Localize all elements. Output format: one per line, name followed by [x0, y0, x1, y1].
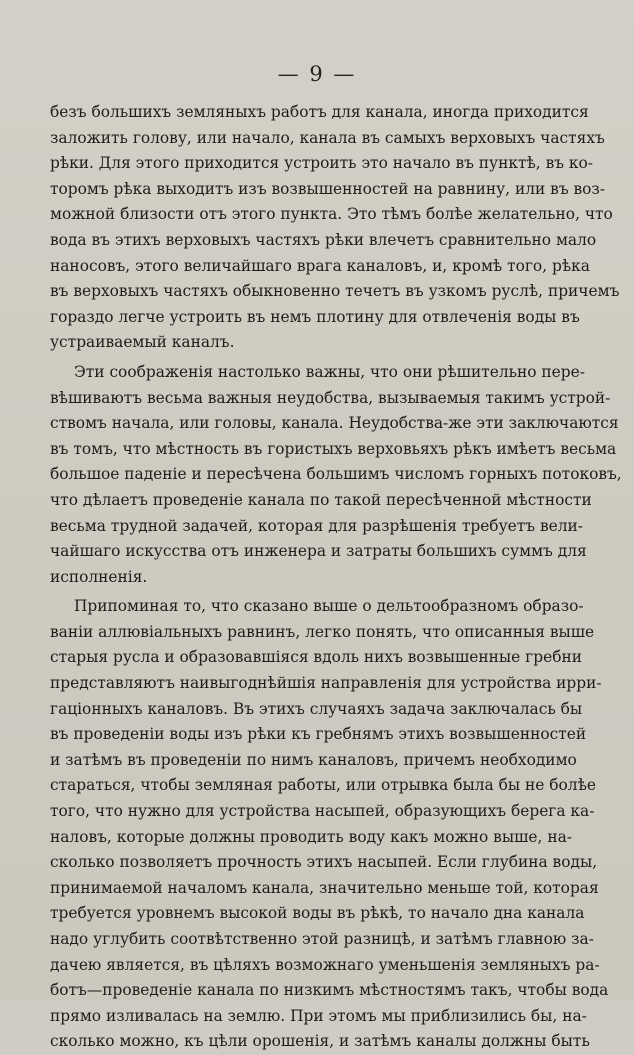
text-line: надо углубить соотвѣтственно этой разницѣ, и затѣмъ главною за- — [50, 930, 594, 948]
text-line: Эти соображенія настолько важны, что они рѣшительно пере- — [74, 362, 585, 381]
text-line: стараться, чтобы земляная работы, или отрывка была бы не болѣе — [50, 776, 596, 795]
text-line: и затѣмъ въ проведеніи по нимъ каналовъ, причемъ необходимо — [50, 750, 577, 769]
text-line: заложить голову, или начало, канала въ самыхъ верховыхъ частяхъ — [50, 128, 605, 147]
text-line: того, что нужно для устройства насыпей, образующихъ берега ка- — [50, 802, 595, 821]
text-line: вѣшиваютъ весьма важныя неудобства, вызываемыя такимъ устрой- — [50, 388, 611, 407]
text-line: дачею является, въ цѣляхъ возможнаго уменьшенія земляныхъ ра- — [50, 955, 600, 974]
text-line: въ верховыхъ частяхъ обыкновенно течетъ въ узкомъ руслѣ, причемъ — [50, 282, 620, 301]
text-line: ботъ—проведеніе канала по низкимъ мѣстностямъ такъ, чтобы вода — [50, 981, 609, 1000]
paragraph-3 — [50, 594, 609, 1055]
paragraph-2 — [50, 360, 622, 590]
text-line: весьма трудной задачей, которая для разрѣшенія требуетъ вели- — [50, 516, 583, 535]
text-line: рѣки. Для этого приходится устроить это начало въ пунктѣ, въ ко- — [50, 154, 594, 173]
text-line: принимаемой началомъ канала, значительно меньше той, которая — [50, 878, 599, 897]
text-line: наносовъ, этого величайшаго врага каналовъ, и, кромѣ того, рѣка — [50, 256, 590, 275]
page-number: — 9 — — [277, 62, 357, 86]
text-line: ваніи аллювіальныхъ равнинъ, легко понять, что описанныя выше — [50, 622, 595, 641]
text-line: гораздо легче устроить въ немъ плотину для отвлеченія воды въ — [50, 307, 580, 326]
text-line: наловъ, которые должны проводить воду какъ можно выше, на- — [50, 827, 572, 846]
text-line: представляютъ наивыгоднѣйшія направленія для устройства ирри- — [50, 674, 602, 693]
text-line: Припоминая то, что сказано выше о дельтообразномъ образо- — [74, 597, 584, 616]
text-line: безъ большихъ земляныхъ работъ для канала, иногда приходится — [50, 103, 589, 121]
paragraph-1 — [50, 100, 620, 356]
text-line: устраиваемый каналъ. — [50, 333, 235, 352]
text-line: большое паденіе и пересѣчена большимъ числомъ горныхъ потоковъ, — [50, 465, 622, 484]
text-line: прямо изливалась на землю. При этомъ мы приблизились бы, на- — [50, 1006, 587, 1025]
text-line: въ томъ, что мѣстность въ гористыхъ верховьяхъ рѣкъ имѣетъ весьма — [50, 439, 617, 458]
text-line: вода въ этихъ верховыхъ частяхъ рѣки влечетъ сравнительно мало — [50, 230, 597, 249]
body-text — [50, 100, 622, 1055]
text-line: гаціонныхъ каналовъ. Въ этихъ случаяхъ задача заключалась бы — [50, 699, 583, 718]
text-line: чайшаго искусства отъ инженера и затраты большихъ суммъ для — [50, 542, 587, 561]
text-line: требуется уровнемъ высокой воды въ рѣкѣ, то начало дна канала — [50, 904, 585, 923]
text-line: старыя русла и образовавшіяся вдоль нихъ возвышенные гребни — [50, 648, 582, 667]
text-line: что дѣлаетъ проведеніе канала по такой пересѣченной мѣстности — [50, 490, 592, 509]
text-line: сколько позволяетъ прочность этихъ насыпей. Если глубина воды, — [50, 853, 598, 872]
text-line: ствомъ начала, или головы, канала. Неудобства-же эти заключаются — [50, 414, 619, 433]
text-line: торомъ рѣка выходитъ изъ возвышенностей на равнину, или въ воз- — [50, 179, 606, 198]
text-line: можной близости отъ этого пункта. Это тѣмъ болѣе желательно, что — [50, 205, 613, 224]
text-line: въ проведеніи воды изъ рѣки къ гребнямъ этихъ возвышенностей — [50, 725, 587, 744]
text-line: исполненія. — [50, 567, 148, 586]
text-line: сколько можно, къ цѣли орошенія, и затѣмъ каналы должны быть — [50, 1032, 590, 1051]
